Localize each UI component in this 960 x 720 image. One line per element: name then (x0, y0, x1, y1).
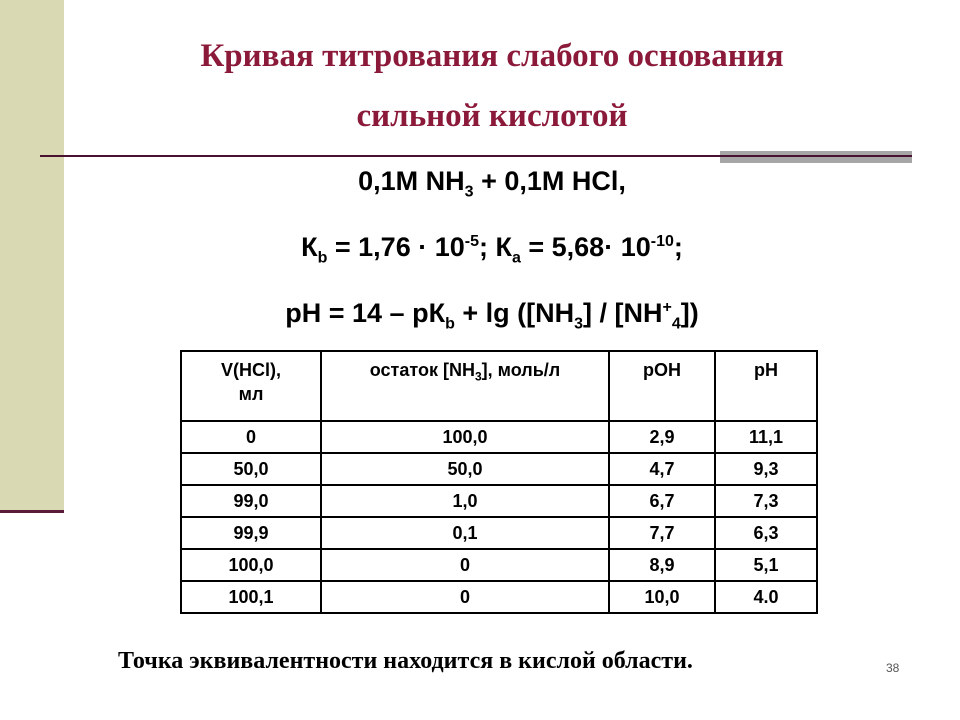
cell-ph: 11,1 (715, 421, 817, 453)
cell-ph: 6,3 (715, 517, 817, 549)
cell-volume: 99,0 (181, 485, 321, 517)
title-divider-accent (720, 151, 912, 163)
cell-remainder: 0,1 (321, 517, 609, 549)
title-line-1: Кривая титрования слабого основания (200, 38, 784, 74)
conclusion-text: Точка эквивалентности находится в кислой области. (118, 648, 693, 674)
cell-poh: 10,0 (609, 581, 715, 613)
cell-poh: 4,7 (609, 453, 715, 485)
left-band-rule (0, 510, 64, 513)
header-ph: pH (715, 351, 817, 421)
cell-volume: 99,9 (181, 517, 321, 549)
cell-ph: 4.0 (715, 581, 817, 613)
header-poh: pOH (609, 351, 715, 421)
table-row (181, 485, 817, 517)
cell-volume: 0 (181, 421, 321, 453)
reaction-formula: 0,1М $NH_3 + 0,1М$ HCl, (358, 166, 626, 201)
titration-table (180, 350, 818, 614)
cell-remainder: 0 (321, 549, 609, 581)
header-remainder: остаток $[NH_3]$, моль/л (321, 351, 609, 421)
cell-ph: 7,3 (715, 485, 817, 517)
cell-poh: 8,9 (609, 549, 715, 581)
header-volume: V(HCl), мл (181, 351, 321, 421)
title-line-2: сильной кислотой (356, 98, 628, 134)
cell-ph: 9,3 (715, 453, 817, 485)
cell-remainder: 100,0 (321, 421, 609, 453)
ph-formula: pH = $14 - pК_b + \lg ([NH_3] / [NH^+_4])$ (285, 298, 699, 333)
cell-poh: 6,7 (609, 485, 715, 517)
slide-title (64, 26, 920, 146)
cell-volume: 50,0 (181, 453, 321, 485)
cell-volume: 100,0 (181, 549, 321, 581)
left-decor-band (0, 0, 64, 512)
table-row (181, 581, 817, 613)
constants-formula: $К_b = 1,76 \cdot 10^{-5}$; $К_a = 5,68\cdot 10^{-10}$; (301, 232, 683, 267)
cell-poh: 7,7 (609, 517, 715, 549)
title-divider-accent-line (720, 155, 912, 157)
cell-remainder: 50,0 (321, 453, 609, 485)
table-header-row (181, 351, 817, 421)
cell-volume: 100,1 (181, 581, 321, 613)
table-row (181, 549, 817, 581)
cell-ph: 5,1 (715, 549, 817, 581)
cell-remainder: 0 (321, 581, 609, 613)
table-row (181, 453, 817, 485)
page-number: 38 (886, 661, 900, 675)
table-row (181, 421, 817, 453)
cell-poh: 2,9 (609, 421, 715, 453)
cell-remainder: 1,0 (321, 485, 609, 517)
table-row (181, 517, 817, 549)
